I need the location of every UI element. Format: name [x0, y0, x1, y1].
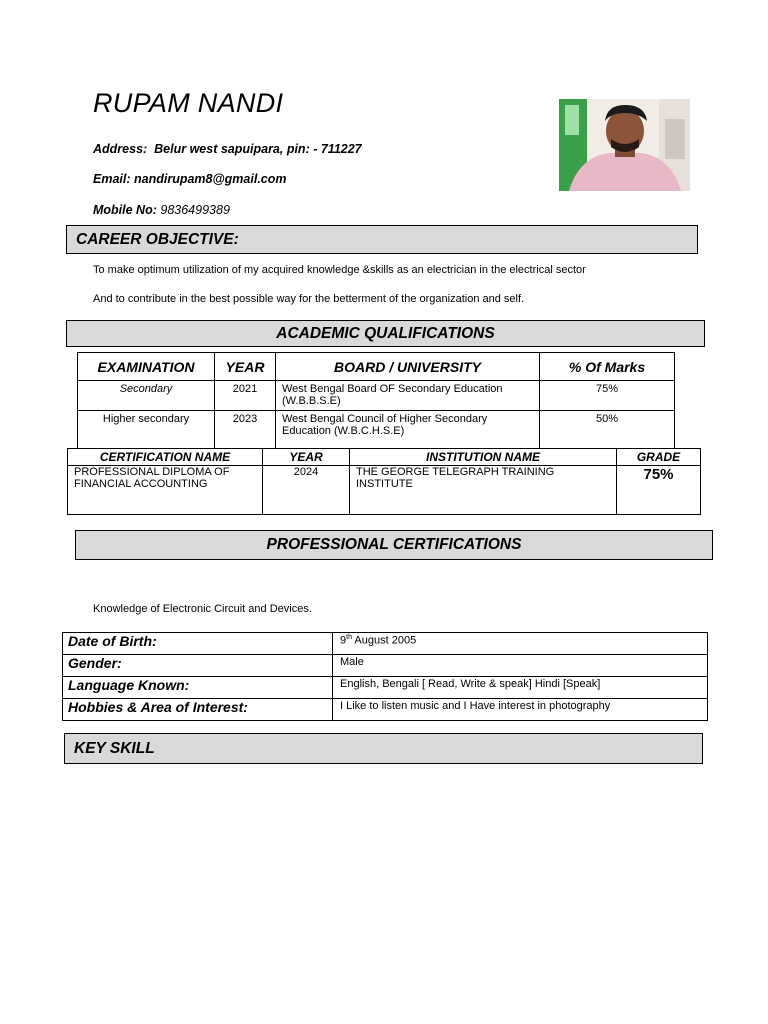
table-row	[63, 677, 708, 699]
table-row	[78, 381, 675, 411]
professional-title: PROFESSIONAL CERTIFICATIONS	[266, 536, 522, 553]
col-grade: GRADE	[617, 449, 701, 466]
col-marks: % Of Marks	[540, 353, 675, 381]
exam-cell: Higher secondary	[78, 411, 215, 449]
professional-header	[75, 530, 713, 560]
table-row	[63, 699, 708, 721]
col-board: BOARD / UNIVERSITY	[276, 353, 540, 381]
career-objective-title: CAREER OBJECTIVE:	[76, 230, 239, 248]
table-row	[68, 466, 701, 515]
year-cell: 2023	[215, 411, 276, 449]
portrait-image	[559, 99, 690, 191]
col-certification-name: CERTIFICATION NAME	[68, 449, 263, 466]
col-institution: INSTITUTION NAME	[350, 449, 617, 466]
dob-month-year: August 2005	[351, 634, 417, 647]
exam-cell: Secondary	[78, 381, 215, 411]
cert-year-cell: 2024	[263, 466, 350, 515]
email-line	[93, 172, 287, 186]
address-label: Address:	[93, 142, 148, 156]
col-examination: EXAMINATION	[78, 353, 215, 381]
board-cell: West Bengal Council of Higher Secondary Education (W.B.C.H.S.E)	[276, 411, 540, 449]
address-line	[93, 142, 362, 156]
candidate-name: RUPAM NANDI	[93, 88, 284, 118]
col-year: YEAR	[215, 353, 276, 381]
language-value: English, Bengali [ Read, Write & speak] Hindi [Speak]	[333, 677, 708, 699]
table-row	[78, 411, 675, 449]
institution-cell: THE GEORGE TELEGRAPH TRAINING INSTITUTE	[350, 466, 617, 515]
career-objective-header	[66, 225, 698, 254]
key-skill-title: KEY SKILL	[74, 739, 155, 757]
dob-suffix: th	[346, 634, 352, 641]
academic-table	[77, 352, 675, 449]
professional-skill-text: Knowledge of Electronic Circuit and Devices.	[93, 603, 312, 615]
dob-day: 9	[340, 634, 347, 647]
academic-header-row	[78, 353, 675, 381]
email-label: Email:	[93, 172, 131, 186]
academic-title: ACADEMIC QUALIFICATIONS	[276, 324, 495, 342]
col-cert-year: YEAR	[263, 449, 350, 466]
gender-label: Gender:	[63, 655, 333, 677]
career-objective-line1: To make optimum utilization of my acquired knowledge &skills as an electrician in the electrical sector	[93, 264, 586, 276]
key-skill-header	[64, 733, 703, 764]
certification-table	[67, 448, 701, 515]
hobbies-label: Hobbies & Area of Interest:	[63, 699, 333, 721]
profile-photo	[559, 99, 690, 191]
year-cell: 2021	[215, 381, 276, 411]
language-label: Language Known:	[63, 677, 333, 699]
address-value: Belur west sapuipara, pin: - 711227	[154, 142, 362, 156]
marks-cell: 75%	[540, 381, 675, 411]
dob-label: Date of Birth:	[63, 633, 333, 655]
career-objective-line2: And to contribute in the best possible way for the betterment of the organization and self.	[93, 293, 525, 305]
table-row	[63, 655, 708, 677]
mobile-line	[93, 203, 230, 217]
marks-cell: 50%	[540, 411, 675, 449]
email-value: nandirupam8@gmail.com	[134, 172, 287, 186]
mobile-label: Mobile No:	[93, 203, 157, 217]
academic-header	[66, 320, 705, 347]
mobile-value: 9836499389	[160, 203, 230, 217]
personal-details-table	[62, 632, 708, 721]
grade-cell: 75%	[617, 466, 701, 515]
certification-name-cell: PROFESSIONAL DIPLOMA OF FINANCIAL ACCOUNTING	[68, 466, 263, 515]
gender-value: Male	[333, 655, 708, 677]
certification-header-row	[68, 449, 701, 466]
hobbies-value: I Like to listen music and I Have interest in photography	[333, 699, 708, 721]
board-cell: West Bengal Board OF Secondary Education (W.B.B.S.E)	[276, 381, 540, 411]
dob-value	[333, 633, 708, 655]
table-row	[63, 633, 708, 655]
